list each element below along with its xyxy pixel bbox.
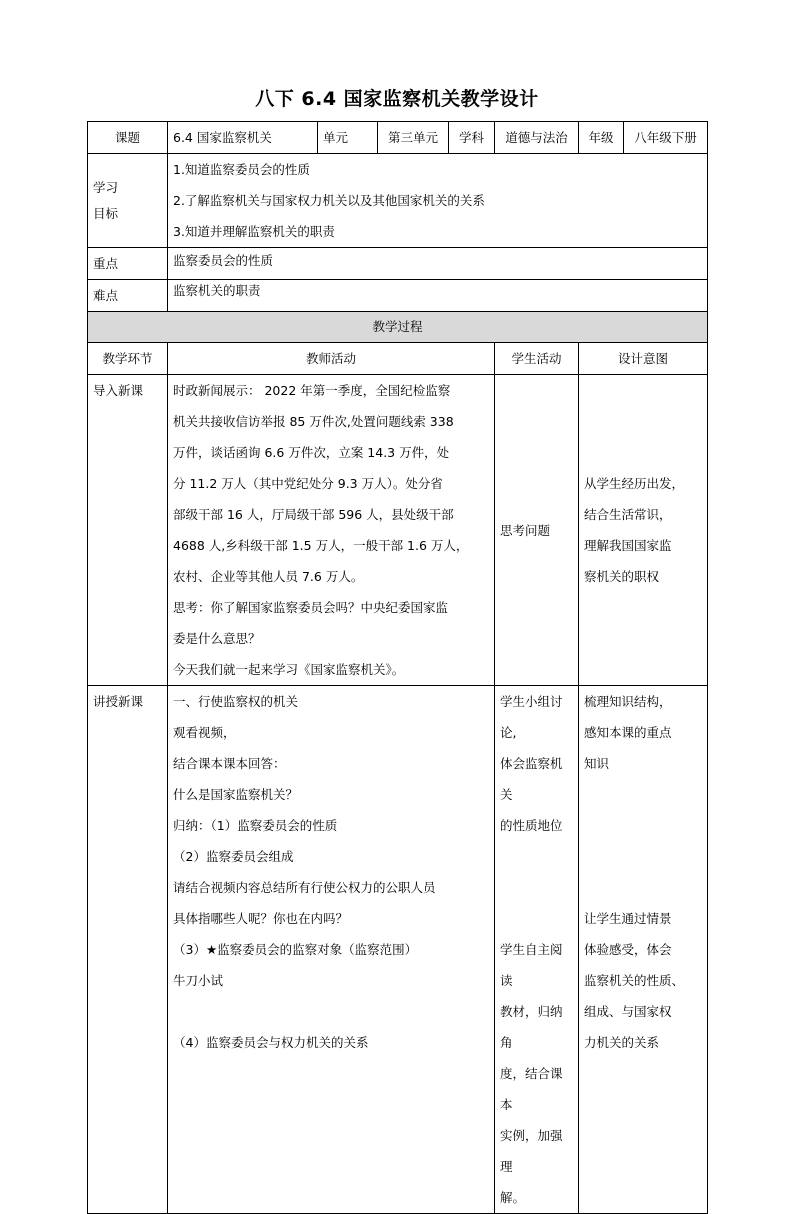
unit-value: 第三单元 — [378, 122, 449, 154]
intent-line: 从学生经历出发， — [584, 476, 685, 491]
student-line: 学生自主阅读 — [500, 942, 563, 988]
col-teacher-header: 教师活动 — [168, 343, 495, 375]
teacher-line: 思考：你了解国家监察委员会吗？中央纪委国家监 — [173, 600, 449, 615]
goal-item: 2.了解监察机关与国家权力机关以及其他国家机关的关系 — [173, 193, 485, 208]
difficulty-text: 监察机关的职责 — [168, 280, 708, 312]
stage-new: 讲授新课 — [88, 686, 168, 1214]
grade-label: 年级 — [579, 122, 624, 154]
intent-line: 让学生通过情景 — [584, 911, 672, 926]
student-line: 体会监察机关 — [500, 756, 563, 802]
teacher-line: 什么是国家监察机关？ — [173, 787, 299, 802]
topic-label: 课题 — [88, 122, 168, 154]
topic-value: 6.4 国家监察机关 — [168, 122, 318, 154]
difficulty-label: 难点 — [88, 280, 168, 312]
lesson-plan-table — [87, 121, 708, 1214]
page-title: 八下 6.4 国家监察机关教学设计 — [255, 88, 539, 110]
teacher-line: 具体指哪些人呢？你也在内吗？ — [173, 911, 349, 926]
key-text: 监察委员会的性质 — [168, 248, 708, 280]
design-intent-intro — [579, 375, 708, 686]
teacher-line: 部级干部 16 人，厅局级干部 596 人，县处级干部 — [173, 507, 454, 522]
teacher-line: 结合课本课本回答： — [173, 756, 286, 771]
intent-line: 力机关的关系 — [584, 1035, 660, 1050]
teacher-line: （4）监察委员会与权力机关的关系 — [173, 1035, 369, 1050]
col-intent-header: 设计意图 — [579, 343, 708, 375]
teacher-line: 牛刀小试 — [173, 973, 224, 988]
teacher-line: 时政新闻展示： 2022 年第一季度，全国纪检监察 — [173, 383, 451, 398]
teacher-line: （2）监察委员会组成 — [173, 849, 294, 864]
goal-item: 3.知道并理解监察机关的职责 — [173, 224, 335, 239]
student-line: 解。 — [500, 1190, 526, 1205]
student-line: 的性质地位 — [500, 818, 563, 833]
intent-line: 监察机关的性质、 — [584, 973, 685, 988]
intent-line: 察机关的职权 — [584, 569, 660, 584]
teacher-line: 机关共接收信访举报 85 万件次,处置问题线索 338 — [173, 414, 454, 429]
teacher-line: 分 11.2 万人（其中党纪处分 9.3 万人）。处分省 — [173, 476, 443, 491]
student-activity-new — [495, 686, 579, 1214]
intent-line: 梳理知识结构， — [584, 694, 672, 709]
process-header: 教学过程 — [88, 312, 708, 343]
intent-line: 组成、与国家权 — [584, 1004, 672, 1019]
subject-value: 道德与法治 — [495, 122, 579, 154]
student-line: 学生小组讨论, — [500, 694, 563, 740]
teacher-line: 4688 人,乡科级干部 1.5 万人，一般干部 1.6 万人， — [173, 538, 469, 553]
goals-label-1: 学习 — [93, 179, 119, 195]
teacher-line: 农村、企业等其他人员 7.6 万人。 — [173, 569, 364, 584]
stage-intro: 导入新课 — [88, 375, 168, 686]
teacher-activity-intro — [168, 375, 495, 686]
intent-line: 体验感受，体会 — [584, 942, 672, 957]
intent-line: 结合生活常识， — [584, 507, 672, 522]
teacher-line: （3）★监察委员会的监察对象（监察范围） — [173, 942, 418, 957]
goal-item: 1.知道监察委员会的性质 — [173, 162, 310, 177]
student-gap — [500, 841, 573, 934]
student-line: 度，结合课本 — [500, 1066, 563, 1112]
intent-gap — [584, 779, 702, 903]
teacher-line: 委是什么意思？ — [173, 631, 261, 646]
unit-label: 单元 — [318, 122, 378, 154]
goals-list — [168, 154, 708, 248]
subject-label: 学科 — [449, 122, 495, 154]
teacher-line-blank — [173, 996, 489, 1027]
intent-line: 知识 — [584, 756, 610, 771]
grade-value: 八年级下册 — [624, 122, 708, 154]
design-intent-new — [579, 686, 708, 1214]
col-stage-header: 教学环节 — [88, 343, 168, 375]
col-student-header: 学生活动 — [495, 343, 579, 375]
goals-label — [88, 154, 168, 248]
key-label: 重点 — [88, 248, 168, 280]
teacher-line: 归纳：（1）监察委员会的性质 — [173, 818, 338, 833]
teacher-activity-new — [168, 686, 495, 1214]
intent-line: 感知本课的重点 — [584, 725, 672, 740]
teacher-line: 万件，谈话函询 6.6 万件次，立案 14.3 万件，处 — [173, 445, 450, 460]
teacher-line: 观看视频， — [173, 725, 236, 740]
teacher-line: 一、行使监察权的机关 — [173, 694, 299, 709]
intent-line: 理解我国国家监 — [584, 538, 672, 553]
student-line: 教材，归纳角 — [500, 1004, 563, 1050]
student-activity-intro: 思考问题 — [495, 375, 579, 686]
goals-label-2: 目标 — [93, 205, 119, 221]
teacher-line: 请结合视频内容总结所有行使公权力的公职人员 — [173, 880, 436, 895]
teacher-line: 今天我们就一起来学习《国家监察机关》。 — [173, 662, 405, 677]
student-line: 实例，加强理 — [500, 1128, 563, 1174]
